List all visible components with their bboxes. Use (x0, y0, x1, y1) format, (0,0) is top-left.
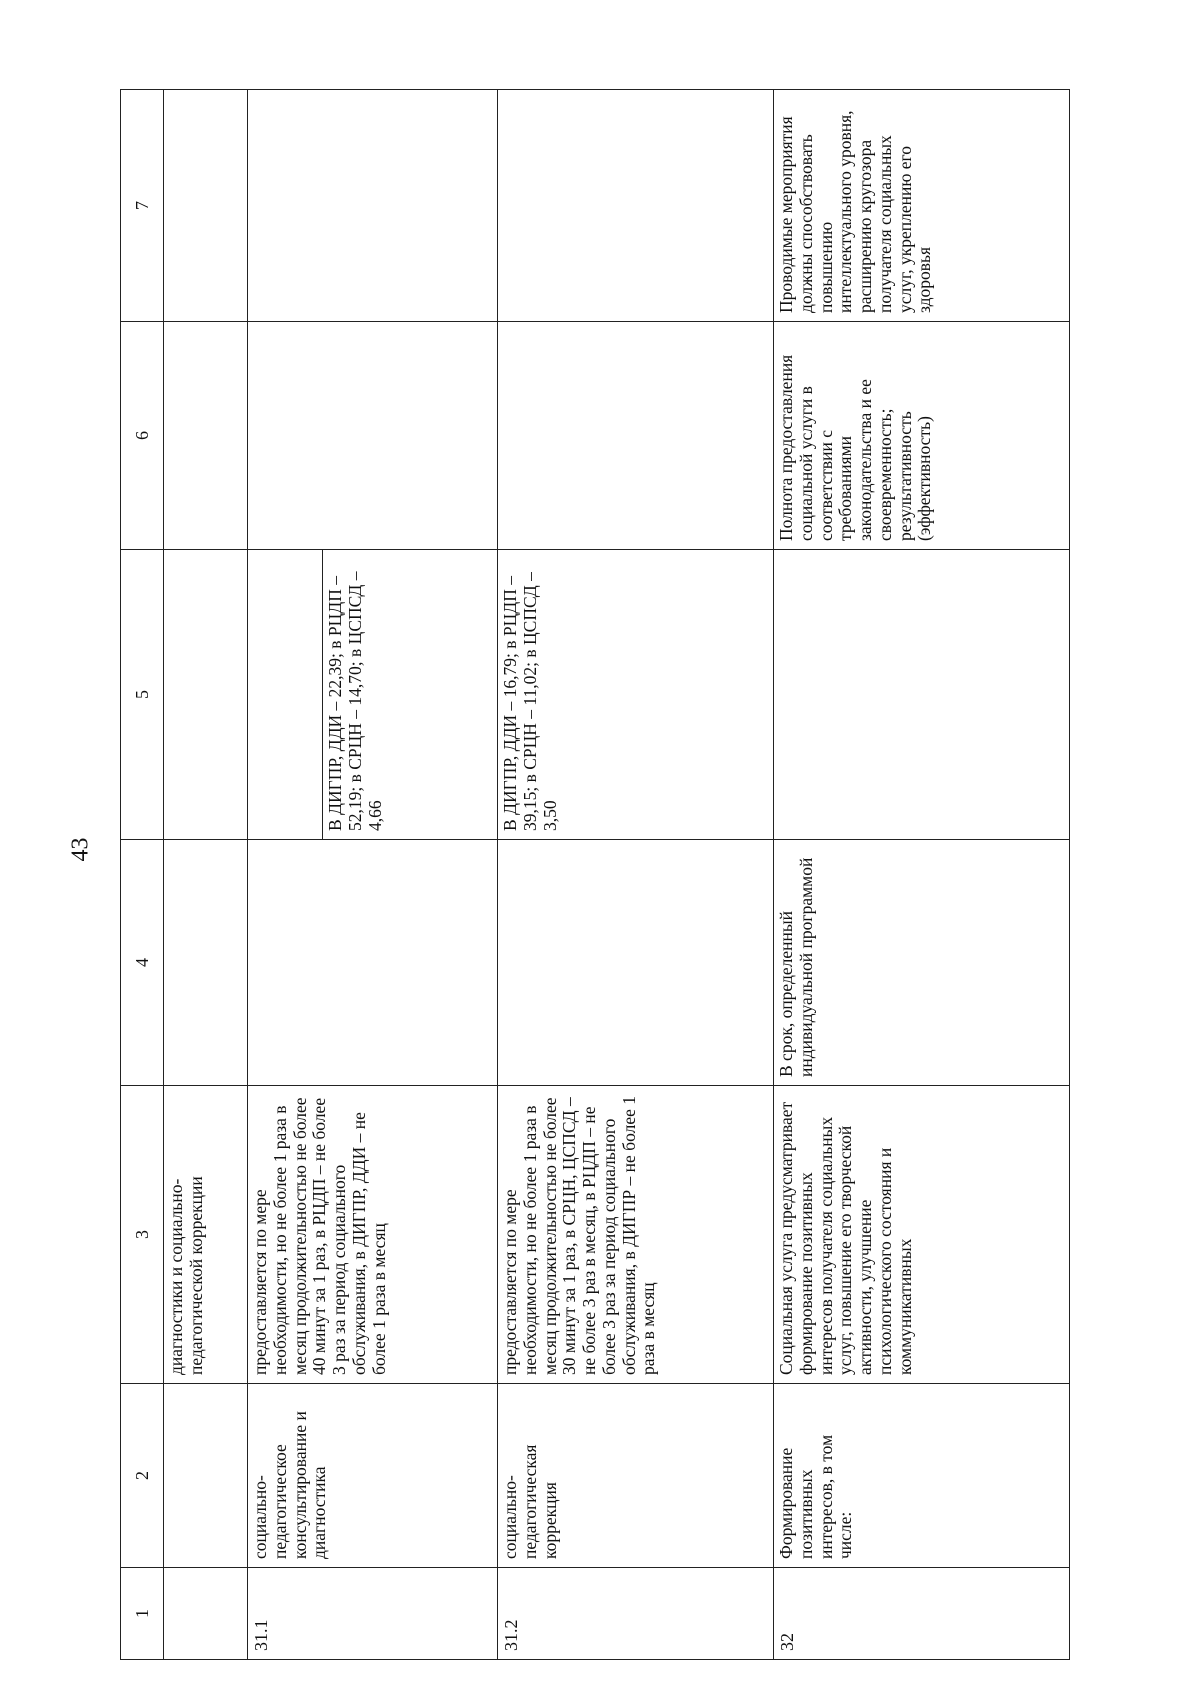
header-cell-3: 3 (121, 1086, 164, 1384)
cell-empty (164, 550, 248, 840)
table-row (498, 90, 774, 1660)
cell-indicators (498, 322, 774, 550)
cell-empty (164, 1568, 248, 1660)
header-cell-4: 4 (121, 840, 164, 1086)
services-table (120, 89, 1070, 1660)
cell-deadline (248, 840, 498, 1086)
header-cell-5: 5 (121, 550, 164, 840)
table-header-row (121, 90, 164, 1660)
table-row (248, 90, 498, 1660)
cell-service-name: социально-педагогическое консультирование и диагностика (248, 1384, 498, 1568)
cell-empty (164, 90, 248, 322)
cell-service-name: социально-педагогическая коррекция (498, 1384, 774, 1568)
table-row (774, 90, 1070, 1660)
cell-conditions (248, 90, 498, 322)
cell-deadline: В срок, определенный индивидуальной программой (774, 840, 1070, 1086)
tariff-inner-divider (248, 550, 323, 839)
cell-tariff: В ДИГПР, ДДИ – 16,79; в РЦДП – 39,15; в СРЦН – 11,02; в ЦСПСД – 3,50 (498, 550, 774, 840)
tariff-text: В ДИГПР, ДДИ – 22,39; в РЦДП – 52,19; в СРЦН – 14,70; в ЦСПСД – 4,66 (325, 571, 385, 831)
cell-empty (164, 1384, 248, 1568)
cell-number: 31.2 (498, 1568, 774, 1660)
cell-conditions (498, 90, 774, 322)
header-cell-1: 1 (121, 1568, 164, 1660)
cell-indicators: Полнота предоставления социальной услуги в соответствии с требованиями законодательства и ее своевременность; результативность (эффективность) (774, 322, 1070, 550)
rotated-table-container (120, 90, 1052, 1660)
table-row-continuation (164, 90, 248, 1660)
cell-empty (164, 322, 248, 550)
cell-tariff (774, 550, 1070, 840)
cell-description: предоставляется по мере необходимости, но не более 1 раза в месяц продолжительностью не более 30 минут за 1 раз, в СРЦН, ЦСПСД – не более 3 раз в месяц, в РЦДП – не более 3 раз за период социального обслуживания, в ДИГПР – не более 1 раза в месяц (498, 1086, 774, 1384)
cell-description: диагностики и социально-педагогической коррекции (164, 1086, 248, 1384)
cell-description: Социальная услуга предусматривает формирование позитивных интересов получателя социальных услуг, повышение его творческой активности, улучшение психологического состояния и коммуникативных (774, 1086, 1070, 1384)
cell-tariff (248, 550, 498, 840)
cell-description: предоставляется по мере необходимости, но не более 1 раза в месяц продолжительностью не более 40 минут за 1 раз, в РЦДП – не более 3 раз за период социального обслуживания, в ДИГПР, ДДИ – не более 1 раза в месяц (248, 1086, 498, 1384)
cell-conditions: Проводимые мероприятия должны способствовать повышению интеллектуального уровня, расширению кругозора получателя социальных услуг, укреплению его здоровья (774, 90, 1070, 322)
header-cell-6: 6 (121, 322, 164, 550)
cell-service-name: Формирование позитивных интересов, в том числе: (774, 1384, 1070, 1568)
cell-number: 31.1 (248, 1568, 498, 1660)
page-number: 43 (67, 837, 94, 862)
header-cell-7: 7 (121, 90, 164, 322)
header-cell-2: 2 (121, 1384, 164, 1568)
cell-deadline (498, 840, 774, 1086)
cell-number: 32 (774, 1568, 1070, 1660)
cell-indicators (248, 322, 498, 550)
cell-empty (164, 840, 248, 1086)
